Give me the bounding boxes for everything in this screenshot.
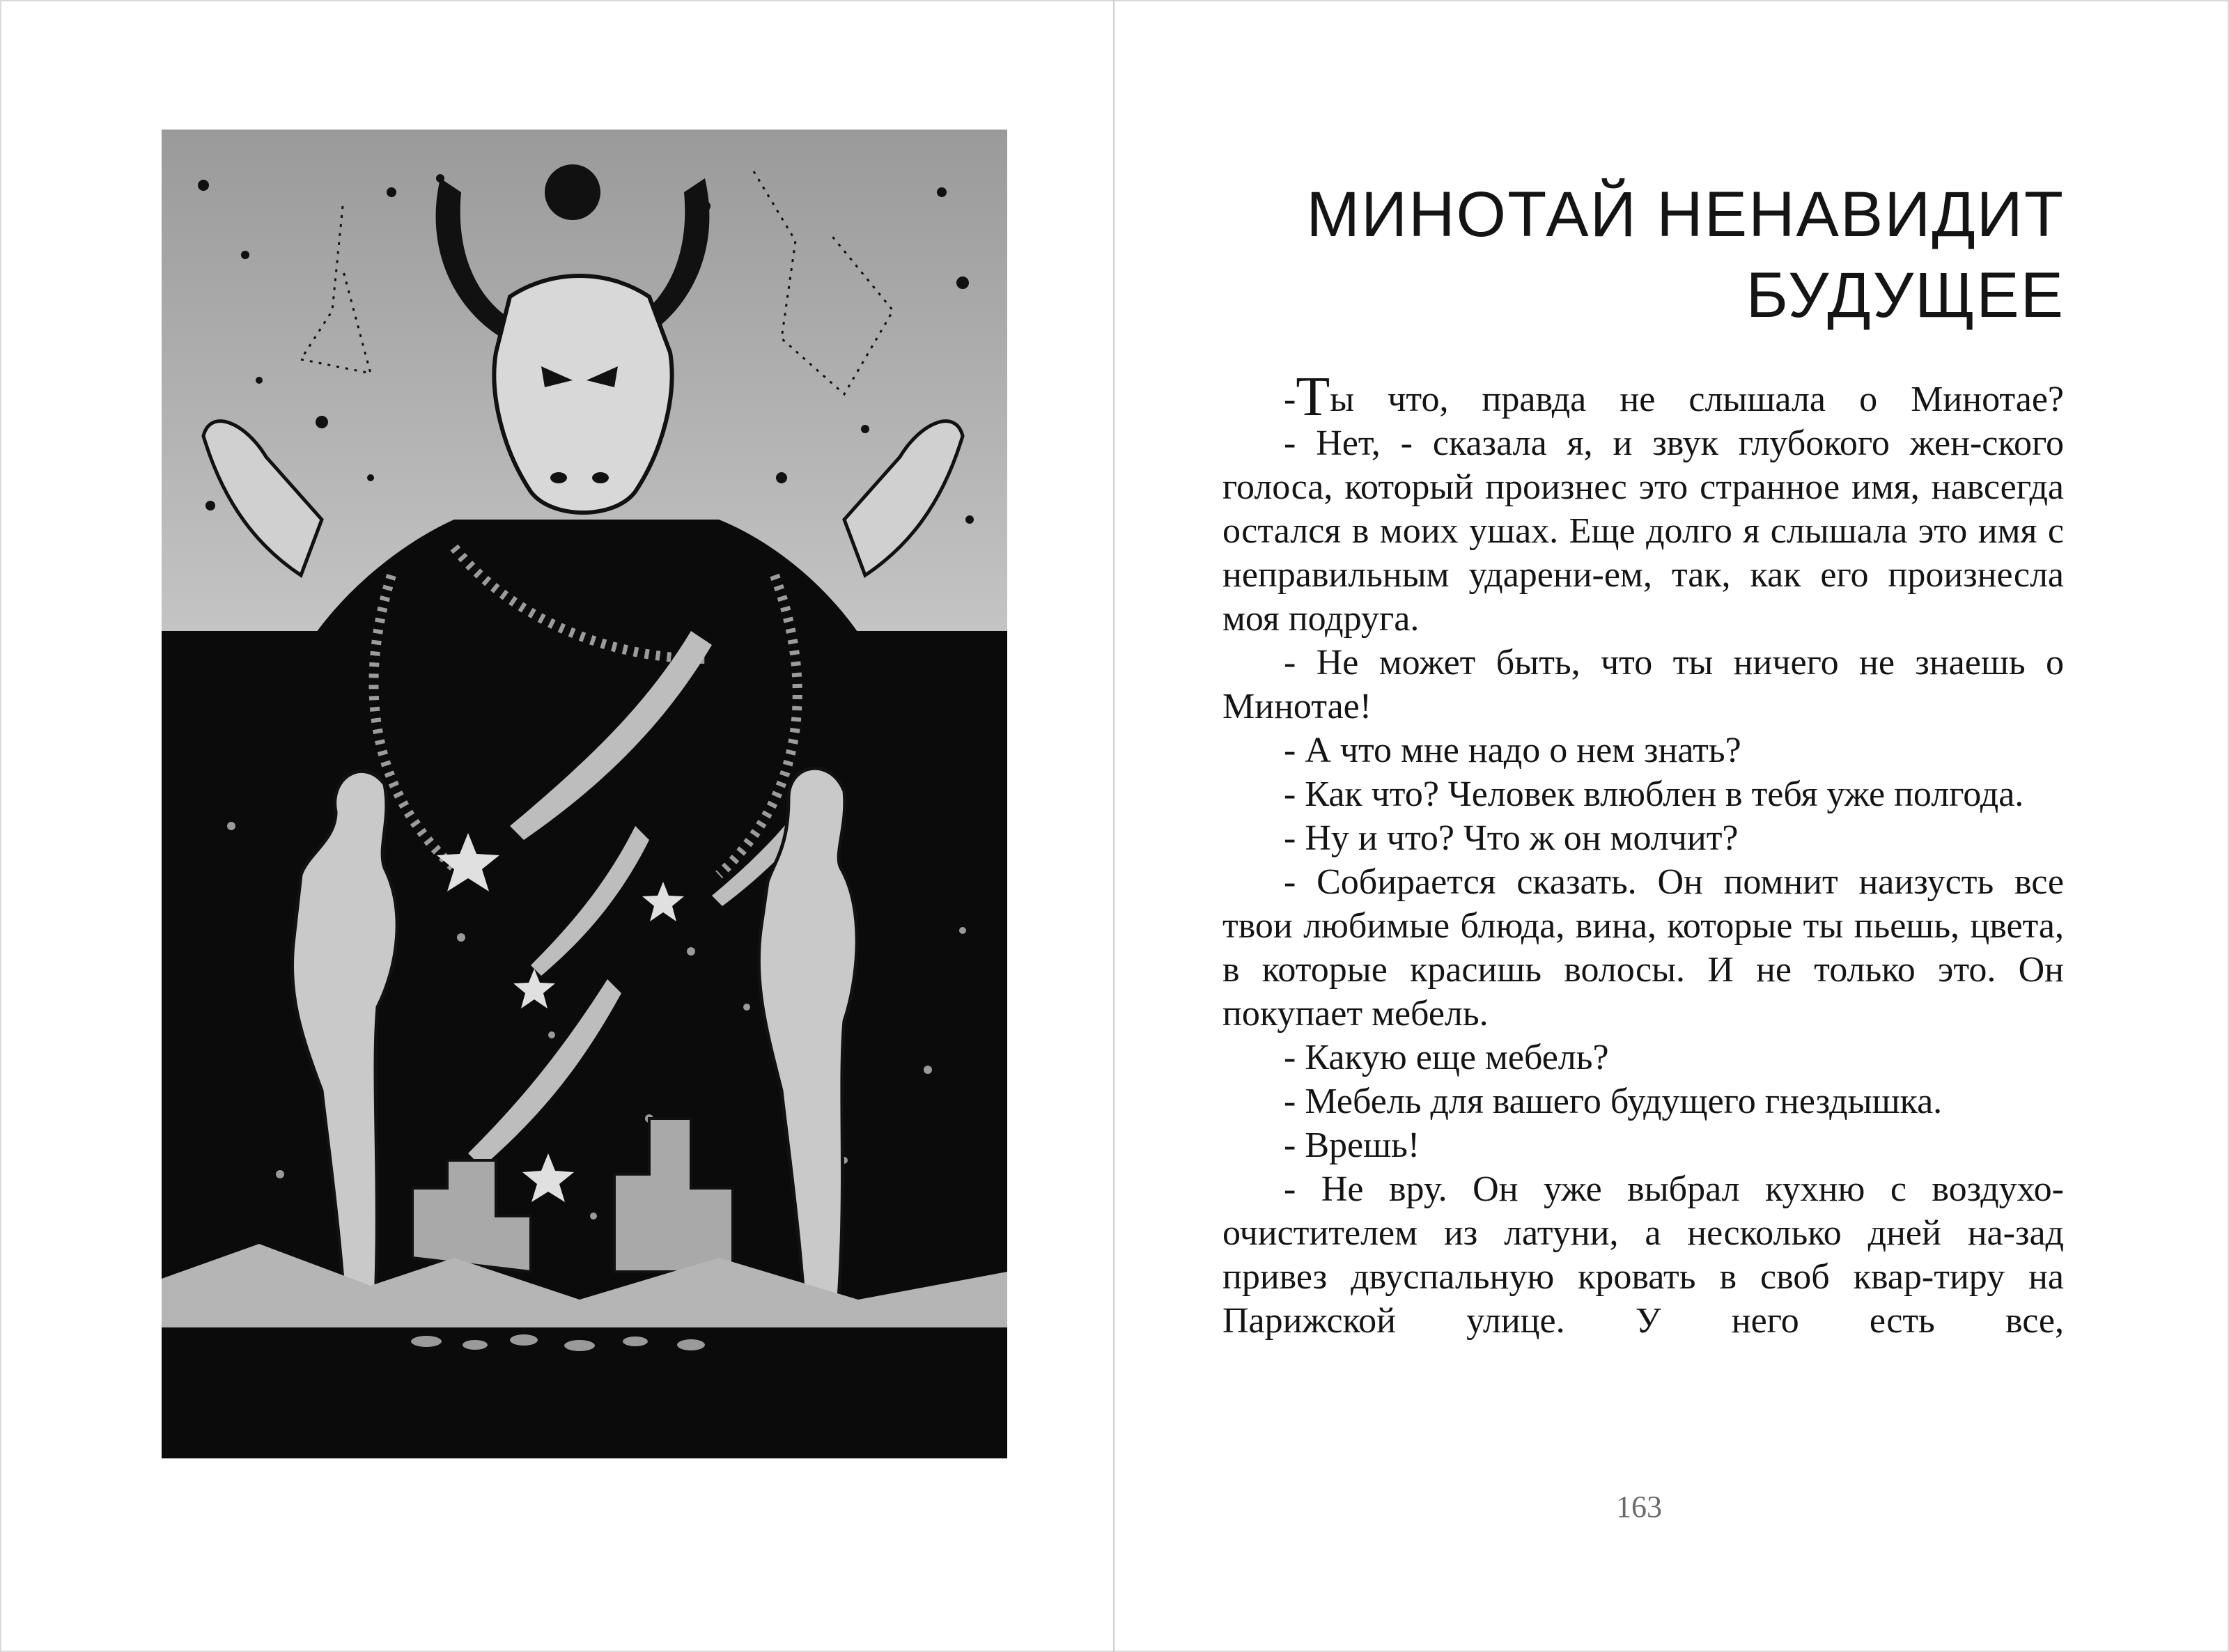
paragraph-6: - Ну и что? Что ж он молчит? <box>1284 818 1739 858</box>
drop-cap: Т <box>1296 366 1330 428</box>
paragraph-2: - Нет, - сказала я, и звук глубокого жен-ского голоса, который произнес это странное имя, навсегда остался в моих ушах. Еще долго я слышала это имя с неправильным ударени-ем, так, как его произнесла моя подруга. <box>1222 423 2064 639</box>
paragraph-7: - Собирается сказать. Он помнит наизусть все твои любимые блюда, вина, которые ты пьешь, цвета, в которые красишь волосы. И не только это. Он покупает мебель. <box>1222 862 2064 1034</box>
dialogue-dash: - <box>1284 380 1296 419</box>
minotaur-head <box>494 276 671 513</box>
paragraph-3: - Не может быть, что ты ничего не знаешь о Минотае! <box>1222 643 2064 726</box>
paragraph-11: - Не вру. Он уже выбрал кухню с воздухо-очистителем из латуни, а несколько дней на-зад привез двуспальную кровать в своб квар-тиру на Парижской улице. У него есть все, <box>1222 1169 2064 1341</box>
paragraph-5: - Как что? Человек влюблен в тебя уже полгода. <box>1284 774 2024 814</box>
city-ruins <box>412 1119 733 1272</box>
paragraph-1 <box>1222 366 2064 428</box>
body-text <box>1222 366 2064 1343</box>
paragraph-9: - Мебель для вашего будущего гнездышка. <box>1284 1082 1943 1121</box>
paragraph-1-text: ы что, правда не слышала о Минотае? <box>1330 380 2064 419</box>
chapter-title <box>1089 174 2065 336</box>
minotaur-illustration <box>162 130 1007 1458</box>
paragraph-4: - А что мне надо о нем знать? <box>1284 731 1741 770</box>
paragraph-8: - Какую еще мебель? <box>1284 1038 1609 1077</box>
page-number: 163 <box>1616 1490 1662 1524</box>
paragraph-10: - Врешь! <box>1284 1125 1420 1165</box>
title-line-2: БУДУЩЕЕ <box>1746 260 2065 331</box>
sun-symbol <box>545 164 600 220</box>
title-line-1: МИНОТАЙ НЕНАВИДИТ <box>1306 179 2065 250</box>
